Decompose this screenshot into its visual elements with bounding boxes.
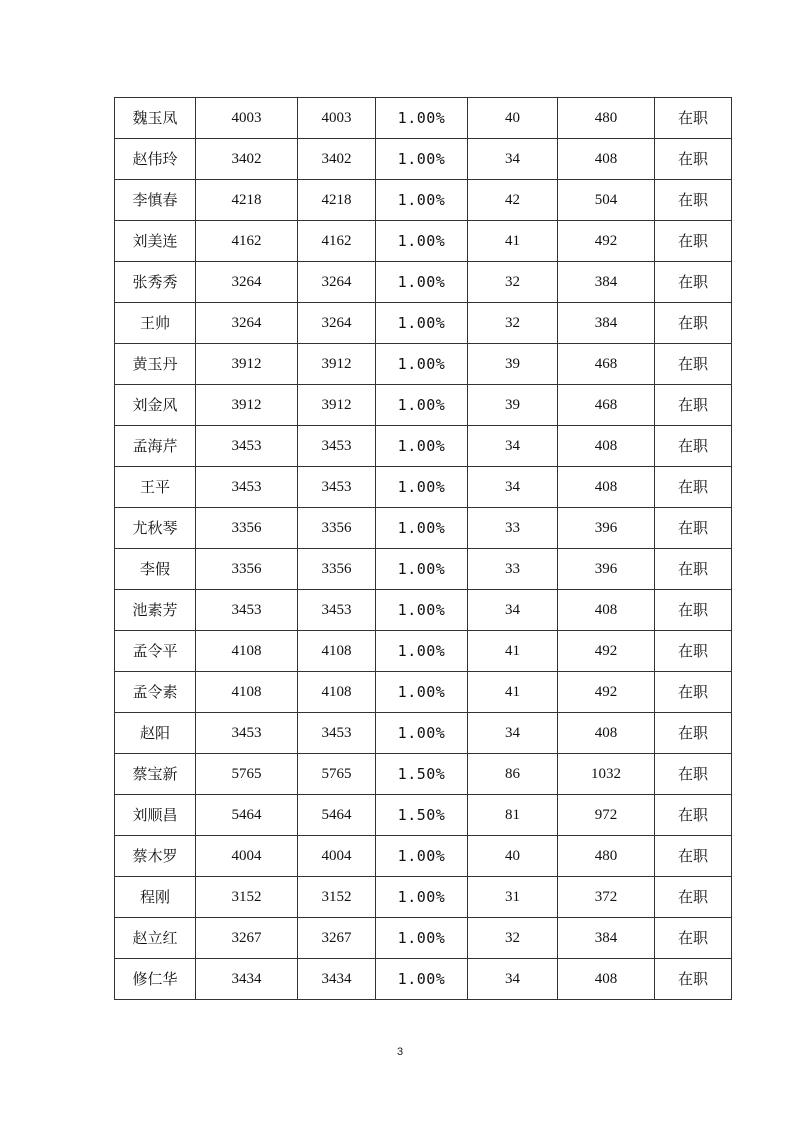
status-cell: 在职 [655,508,732,549]
rate-cell: 1.00% [376,221,468,262]
table-row [115,877,732,918]
annual-cell: 408 [558,713,655,754]
status-cell: 在职 [655,344,732,385]
employee-table [114,97,732,1000]
base-cell: 4162 [196,221,298,262]
amount-cell: 3453 [298,467,376,508]
rate-cell: 1.00% [376,385,468,426]
rate-cell: 1.00% [376,672,468,713]
name-cell: 刘金风 [115,385,196,426]
fee-cell: 33 [468,508,558,549]
annual-cell: 972 [558,795,655,836]
amount-cell: 3453 [298,713,376,754]
name-cell: 赵伟玲 [115,139,196,180]
name-cell: 刘顺昌 [115,795,196,836]
amount-cell: 5464 [298,795,376,836]
table-row [115,467,732,508]
name-cell: 魏玉凤 [115,98,196,139]
base-cell: 3152 [196,877,298,918]
amount-cell: 3912 [298,344,376,385]
name-cell: 王平 [115,467,196,508]
status-cell: 在职 [655,959,732,1000]
fee-cell: 34 [468,959,558,1000]
amount-cell: 4162 [298,221,376,262]
amount-cell: 3453 [298,426,376,467]
status-cell: 在职 [655,180,732,221]
status-cell: 在职 [655,877,732,918]
base-cell: 4108 [196,631,298,672]
table-row [115,836,732,877]
rate-cell: 1.00% [376,631,468,672]
status-cell: 在职 [655,549,732,590]
base-cell: 4218 [196,180,298,221]
table-row [115,262,732,303]
annual-cell: 396 [558,549,655,590]
table-row [115,139,732,180]
name-cell: 李假 [115,549,196,590]
base-cell: 4108 [196,672,298,713]
base-cell: 3356 [196,508,298,549]
name-cell: 孟海芹 [115,426,196,467]
amount-cell: 3434 [298,959,376,1000]
status-cell: 在职 [655,590,732,631]
fee-cell: 32 [468,303,558,344]
status-cell: 在职 [655,754,732,795]
base-cell: 3453 [196,590,298,631]
table-body [115,98,732,1000]
annual-cell: 372 [558,877,655,918]
annual-cell: 468 [558,385,655,426]
fee-cell: 34 [468,426,558,467]
status-cell: 在职 [655,672,732,713]
fee-cell: 81 [468,795,558,836]
amount-cell: 4108 [298,672,376,713]
base-cell: 3264 [196,303,298,344]
amount-cell: 3402 [298,139,376,180]
name-cell: 赵阳 [115,713,196,754]
base-cell: 5464 [196,795,298,836]
status-cell: 在职 [655,262,732,303]
fee-cell: 33 [468,549,558,590]
fee-cell: 34 [468,590,558,631]
rate-cell: 1.00% [376,180,468,221]
table-row [115,385,732,426]
rate-cell: 1.00% [376,139,468,180]
annual-cell: 480 [558,836,655,877]
annual-cell: 468 [558,344,655,385]
status-cell: 在职 [655,426,732,467]
annual-cell: 384 [558,918,655,959]
fee-cell: 34 [468,713,558,754]
rate-cell: 1.00% [376,713,468,754]
name-cell: 赵立红 [115,918,196,959]
base-cell: 3453 [196,426,298,467]
name-cell: 修仁华 [115,959,196,1000]
table-row [115,590,732,631]
fee-cell: 40 [468,98,558,139]
table-row [115,959,732,1000]
amount-cell: 3264 [298,303,376,344]
status-cell: 在职 [655,713,732,754]
rate-cell: 1.00% [376,344,468,385]
fee-cell: 39 [468,385,558,426]
table-row [115,303,732,344]
base-cell: 3912 [196,344,298,385]
base-cell: 3434 [196,959,298,1000]
name-cell: 刘美连 [115,221,196,262]
status-cell: 在职 [655,631,732,672]
base-cell: 3912 [196,385,298,426]
annual-cell: 384 [558,303,655,344]
base-cell: 3453 [196,713,298,754]
base-cell: 3453 [196,467,298,508]
amount-cell: 3356 [298,508,376,549]
annual-cell: 408 [558,467,655,508]
table-row [115,795,732,836]
rate-cell: 1.00% [376,877,468,918]
page-number: 3 [396,1046,404,1058]
name-cell: 李慎春 [115,180,196,221]
rate-cell: 1.00% [376,303,468,344]
amount-cell: 3356 [298,549,376,590]
amount-cell: 3267 [298,918,376,959]
status-cell: 在职 [655,836,732,877]
status-cell: 在职 [655,139,732,180]
rate-cell: 1.00% [376,262,468,303]
name-cell: 蔡宝新 [115,754,196,795]
rate-cell: 1.00% [376,959,468,1000]
name-cell: 孟令平 [115,631,196,672]
table-row [115,631,732,672]
status-cell: 在职 [655,918,732,959]
base-cell: 3402 [196,139,298,180]
table-row [115,344,732,385]
annual-cell: 1032 [558,754,655,795]
annual-cell: 408 [558,590,655,631]
base-cell: 5765 [196,754,298,795]
annual-cell: 408 [558,139,655,180]
status-cell: 在职 [655,467,732,508]
status-cell: 在职 [655,221,732,262]
amount-cell: 3264 [298,262,376,303]
fee-cell: 86 [468,754,558,795]
rate-cell: 1.00% [376,467,468,508]
fee-cell: 32 [468,918,558,959]
amount-cell: 4108 [298,631,376,672]
annual-cell: 492 [558,672,655,713]
status-cell: 在职 [655,98,732,139]
amount-cell: 3152 [298,877,376,918]
status-cell: 在职 [655,385,732,426]
fee-cell: 34 [468,139,558,180]
fee-cell: 31 [468,877,558,918]
annual-cell: 396 [558,508,655,549]
rate-cell: 1.00% [376,590,468,631]
amount-cell: 3453 [298,590,376,631]
name-cell: 王帅 [115,303,196,344]
base-cell: 4003 [196,98,298,139]
base-cell: 3356 [196,549,298,590]
base-cell: 4004 [196,836,298,877]
fee-cell: 41 [468,221,558,262]
name-cell: 孟令素 [115,672,196,713]
rate-cell: 1.00% [376,508,468,549]
table-row [115,713,732,754]
amount-cell: 3912 [298,385,376,426]
annual-cell: 480 [558,98,655,139]
base-cell: 3264 [196,262,298,303]
fee-cell: 40 [468,836,558,877]
rate-cell: 1.00% [376,836,468,877]
fee-cell: 39 [468,344,558,385]
rate-cell: 1.00% [376,918,468,959]
status-cell: 在职 [655,303,732,344]
fee-cell: 41 [468,672,558,713]
name-cell: 蔡木罗 [115,836,196,877]
annual-cell: 408 [558,959,655,1000]
rate-cell: 1.50% [376,754,468,795]
table-row [115,221,732,262]
fee-cell: 42 [468,180,558,221]
rate-cell: 1.00% [376,426,468,467]
table-row [115,508,732,549]
amount-cell: 4004 [298,836,376,877]
table-row [115,754,732,795]
annual-cell: 504 [558,180,655,221]
annual-cell: 492 [558,221,655,262]
table-row [115,672,732,713]
fee-cell: 34 [468,467,558,508]
table-row [115,426,732,467]
table-row [115,98,732,139]
name-cell: 池素芳 [115,590,196,631]
annual-cell: 492 [558,631,655,672]
annual-cell: 384 [558,262,655,303]
status-cell: 在职 [655,795,732,836]
fee-cell: 32 [468,262,558,303]
name-cell: 张秀秀 [115,262,196,303]
table-row [115,918,732,959]
table-row [115,549,732,590]
rate-cell: 1.00% [376,549,468,590]
amount-cell: 4003 [298,98,376,139]
annual-cell: 408 [558,426,655,467]
base-cell: 3267 [196,918,298,959]
rate-cell: 1.50% [376,795,468,836]
table-row [115,180,732,221]
rate-cell: 1.00% [376,98,468,139]
amount-cell: 5765 [298,754,376,795]
name-cell: 程刚 [115,877,196,918]
name-cell: 黄玉丹 [115,344,196,385]
name-cell: 尤秋琴 [115,508,196,549]
amount-cell: 4218 [298,180,376,221]
fee-cell: 41 [468,631,558,672]
